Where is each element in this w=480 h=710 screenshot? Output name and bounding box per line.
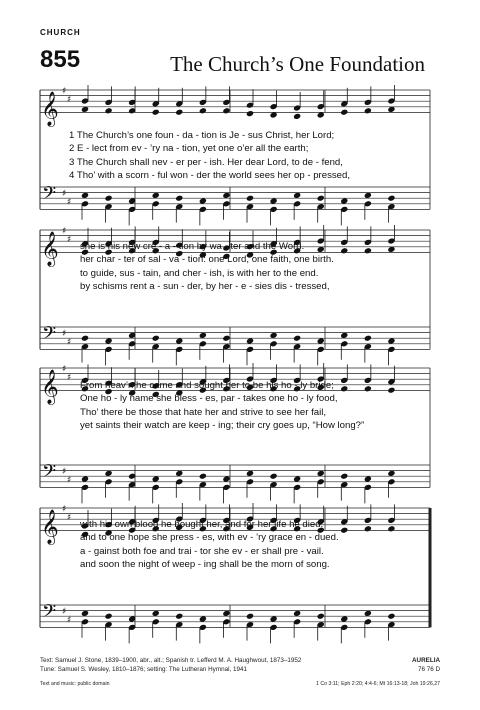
sharp-icon: ♯: [62, 188, 67, 199]
note-head: [364, 335, 372, 342]
tune-name: AURELIA: [412, 657, 440, 664]
note-head: [364, 107, 372, 114]
bass-clef-icon: 𝄢: [42, 461, 57, 487]
note-head: [199, 107, 207, 114]
sharp-icon: ♯: [62, 86, 67, 97]
note-head: [175, 109, 183, 116]
copyright: Text and music: public domain: [40, 681, 110, 687]
note-head: [105, 195, 113, 202]
lyric-line: yet saints their watch are keep - ing; their cry goes up, “How long?”: [80, 419, 365, 431]
note-head: [387, 195, 395, 202]
lyric-line: 1 The Church’s one foun - da - tion is Je - sus Christ, her Lord;: [69, 130, 335, 141]
note-head: [105, 107, 113, 114]
note-head: [152, 335, 160, 342]
sharp-icon: ♯: [62, 606, 67, 617]
lyric-line: Tho’ there be those that hate her and strive to see her fail,: [80, 406, 327, 418]
note-head: [199, 473, 207, 480]
note-head: [175, 195, 183, 202]
lyric-line: a - gainst both foe and trai - tor she ev - er shall pre - vail.: [80, 545, 324, 557]
note-head: [246, 613, 254, 620]
bass-clef-icon: 𝄢: [42, 323, 57, 349]
lyric-line: by schisms rent a - sun - der, by her - e - sies dis - tressed,: [80, 280, 330, 292]
note-head: [340, 473, 348, 480]
note-head: [81, 335, 89, 342]
sharp-icon: ♯: [62, 328, 67, 339]
note-head: [105, 613, 113, 620]
note-head: [387, 525, 395, 532]
sharp-icon: ♯: [67, 475, 72, 486]
hymn-number: 855: [40, 46, 81, 73]
note-head: [246, 110, 254, 117]
meter: 76 76 D: [417, 666, 440, 673]
treble-clef-icon: 𝄞: [41, 91, 59, 127]
note-head: [340, 109, 348, 116]
bass-clef-icon: 𝄢: [42, 183, 57, 209]
note-head: [175, 613, 183, 620]
sharp-icon: ♯: [67, 94, 72, 105]
note-head: [293, 335, 301, 342]
treble-clef-icon: 𝄞: [41, 231, 59, 267]
sharp-icon: ♯: [62, 364, 67, 375]
lyric-line: she is his new cre - a - tion by wa - ter and the Word.: [80, 241, 305, 252]
sharp-icon: ♯: [62, 504, 67, 515]
sharp-icon: ♯: [62, 226, 67, 237]
lyric-line: One ho - ly name she bless - es, par - takes one ho - ly food,: [80, 393, 338, 405]
sharp-icon: ♯: [67, 197, 72, 208]
lyric-line: her char - ter of sal - va - tion: one Lord, one faith, one birth.: [80, 254, 334, 266]
scripture-references: 1 Co 3:11; Eph 2:20; 4:4-6; Mt 16:13-18; Joh 19:26,27: [316, 681, 440, 687]
note-head: [387, 613, 395, 620]
sharp-icon: ♯: [67, 512, 72, 523]
sharp-icon: ♯: [67, 234, 72, 245]
sharp-icon: ♯: [67, 337, 72, 348]
bass-clef-icon: 𝄢: [42, 601, 57, 627]
lyric-line: From heav’n he came and sought her to be his ho - ly bride;: [80, 380, 334, 391]
lyric-line: and soon the night of weep - ing shall be the morn of song.: [80, 558, 330, 570]
note-head: [387, 387, 395, 394]
tune-credit: Tune: Samuel S. Wesley, 1810–1876; setting: The Lutheran Hymnal, 1941: [40, 666, 247, 673]
hymn-title: The Church’s One Foundation: [170, 52, 425, 76]
note-head: [340, 247, 348, 254]
note-head: [317, 613, 325, 620]
note-head: [340, 385, 348, 392]
note-head: [270, 473, 278, 480]
treble-clef-icon: 𝄞: [41, 509, 59, 545]
lyric-line: and to one hope she press - es, with ev - ’ry grace en - dued.: [80, 532, 339, 544]
section-heading: CHURCH: [40, 28, 81, 37]
sharp-icon: ♯: [62, 466, 67, 477]
lyric-line: with his own blood he bought her, and for her life he died.: [80, 519, 324, 530]
sharp-icon: ♯: [67, 615, 72, 626]
note-head: [246, 195, 254, 202]
lyric-line: to guide, sus - tain, and cher - ish, is with her to the end.: [80, 267, 319, 279]
note-head: [293, 113, 301, 120]
note-head: [152, 109, 160, 116]
note-head: [317, 195, 325, 202]
text-credit: Text: Samuel J. Stone, 1839–1900, abr., alt.; Spanish tr. Lefferd M. A. Haughwout, 1873–1952: [40, 657, 302, 664]
treble-clef-icon: 𝄞: [41, 369, 59, 405]
lyric-line: 4 Tho’ with a scorn - ful won - der the world sees her op - pressed,: [69, 169, 351, 181]
note-head: [222, 107, 230, 114]
sharp-icon: ♯: [67, 372, 72, 383]
note-head: [364, 385, 372, 392]
note-head: [364, 525, 372, 532]
lyric-line: 3 The Church shall nev - er per - ish. Her dear Lord, to de - fend,: [69, 156, 343, 168]
note-head: [340, 527, 348, 534]
lyric-line: 2 E - lect from ev - ’ry na - tion, yet one o’er all the earth;: [69, 143, 309, 155]
note-head: [222, 335, 230, 342]
note-head: [364, 247, 372, 254]
